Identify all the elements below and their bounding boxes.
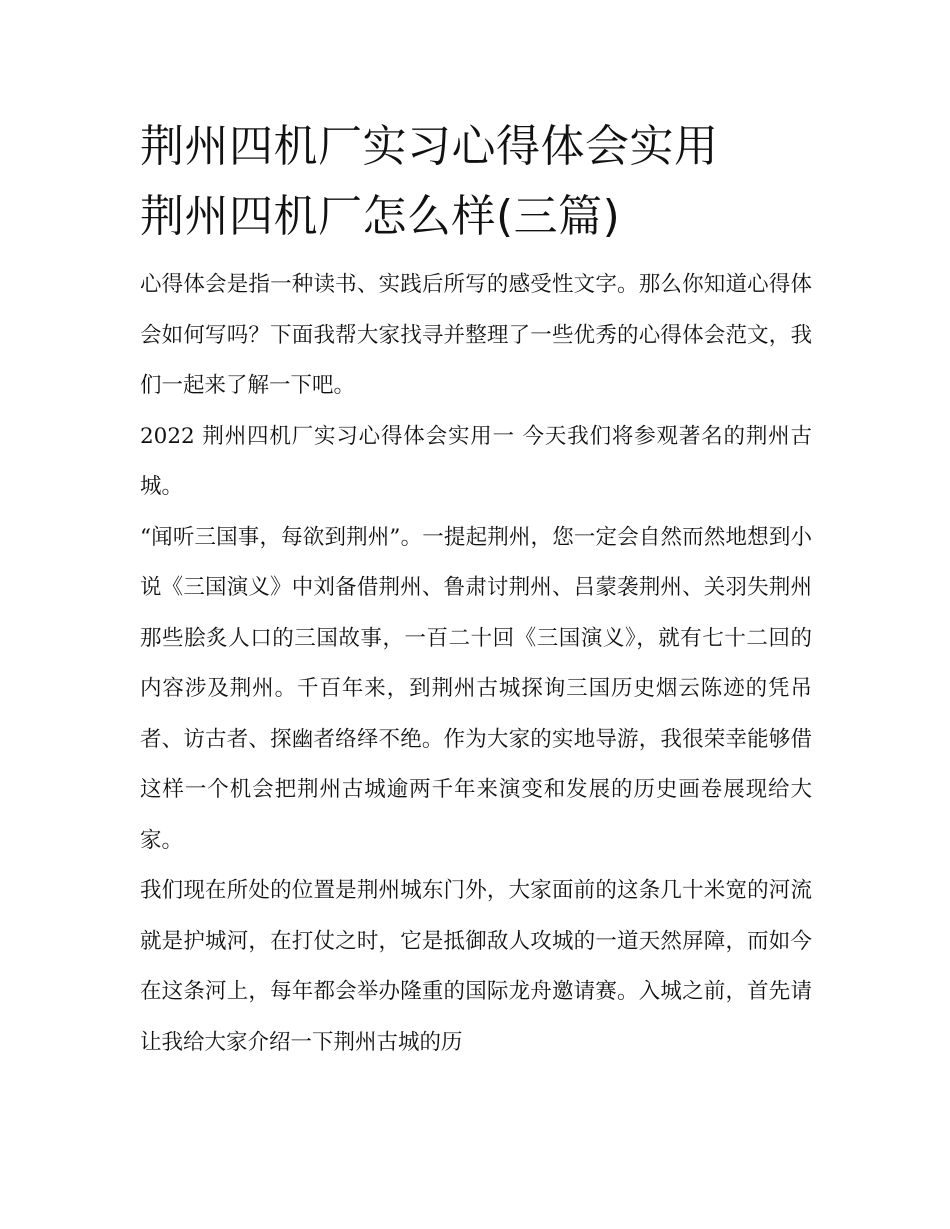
title-line-1: 荆州四机厂实习心得体会实用 xyxy=(140,121,719,172)
document-body xyxy=(140,112,812,1068)
paragraph-intro: 心得体会是指一种读书、实践后所写的感受性文字。那么你知道心得体会如何写吗？下面我帮大家找寻并整理了一些优秀的心得体会范文，我们一起来了解一下吧。 xyxy=(140,272,812,398)
paragraph-history: “闻听三国事，每欲到荆州”。一提起荆州，您一定会自然而然地想到小说《三国演义》中刘备借荆州、鲁肃讨荆州、吕蒙袭荆州、关羽失荆州那些脍炙人口的三国故事，一百二十回《三国演义》，就有七十二回的内容涉及荆州。千百年来，到荆州古城探询三国历史烟云陈迹的凭吊者、访古者、探幽者络绎不绝。作为大家的实地导游，我很荣幸能够借这样一个机会把荆州古城逾两千年来演变和发展的历史画卷展现给大家。 xyxy=(140,524,812,853)
document-title xyxy=(140,112,812,252)
paragraph-heading-line: 2022 荆州四机厂实习心得体会实用一 今天我们将参观著名的荆州古城。 xyxy=(140,423,812,499)
title-line-2: 荆州四机厂怎么样(三篇) xyxy=(140,191,621,242)
paragraph-location: 我们现在所处的位置是荆州城东门外，大家面前的这条几十米宽的河流就是护城河，在打仗之时，它是抵御敌人攻城的一道天然屏障，而如今在这条河上，每年都会举办隆重的国际龙舟邀请赛。入城之前，首先请让我给大家介绍一下荆州古城的历 xyxy=(140,878,812,1055)
